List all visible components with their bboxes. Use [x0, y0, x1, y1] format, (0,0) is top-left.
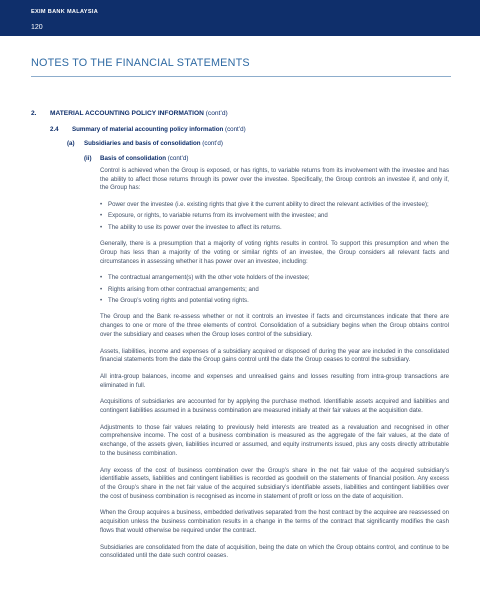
paragraph: The Group and the Bank re-assess whether or not it controls an investee if facts and circumstances indicate that there are changes to one or more of the three elements of control. Consolidation of a subsidiary begins when the Group obtains control over the subsidiary and ceases when the Group loses control of the subsidiary.: [100, 313, 449, 338]
paragraph: Any excess of the cost of business combination over the Group’s share in the net fair value of the acquired subsidiary’s identifiable assets, liabilities and contingent liabilities is recorded as goodwill on the statements of financial position. Any excess of the Group’s share in the net fair value of the acquired subsidiary’s identifiable assets, liabilities and contingent liabilities over the cost of business combination is recognised as income in statement of profit or loss on the date of acquisition.: [100, 466, 449, 500]
subsection-heading: [50, 126, 246, 133]
item-heading: [84, 155, 188, 162]
subsubsection-cont: (cont’d): [202, 140, 223, 147]
section-heading: [31, 110, 228, 117]
bullet-list: [100, 201, 449, 232]
body-text: [100, 167, 449, 569]
brand-name: EXIM BANK MALAYSIA: [31, 9, 99, 15]
subsubsection-title: Subsidiaries and basis of consolidation: [84, 140, 201, 147]
subsection-cont: (cont’d): [225, 126, 246, 133]
header-bar: [0, 0, 480, 36]
bullet-item: • Power over the investee (i.e. existing rights that give it the current ability to direct the relevant activities of the investee);: [100, 201, 449, 210]
item-number: (ii): [84, 155, 92, 162]
item-cont: (cont’d): [167, 155, 189, 162]
page-number: 120: [31, 24, 43, 31]
paragraph: Assets, liabilities, income and expenses of a subsidiary acquired or disposed of during the year are included in the consolidated financial statements from the date the Group gains control until the date the Group ceases to control the subsidiary.: [100, 347, 449, 364]
title-divider: [31, 76, 451, 77]
subsubsection-heading: [67, 140, 223, 147]
section-number: 2.: [31, 110, 37, 117]
paragraph: Generally, there is a presumption that a majority of voting rights results in control. To support this presumption and when the Group has less than a majority of the voting or similar rights of an investee, the Group considers all relevant facts and circumstances in assessing whether it has power over an investee, including:: [100, 240, 449, 265]
page-title: NOTES TO THE FINANCIAL STATEMENTS: [31, 57, 250, 69]
section-title: MATERIAL ACCOUNTING POLICY INFORMATION: [50, 110, 204, 117]
bullet-item: • The Group’s voting rights and potential voting rights.: [100, 297, 449, 306]
bullet-item: • Exposure, or rights, to variable returns from its involvement with the investee; and: [100, 212, 449, 221]
bullet-item: • The ability to use its power over the investee to affect its returns.: [100, 224, 449, 233]
paragraph: Control is achieved when the Group is exposed, or has rights, to variable returns from its involvement with the investee and has the ability to affect those returns through its power over the investee. Specifically, the Group controls an investee if, and only if, the Group has:: [100, 167, 449, 192]
paragraph: Acquisitions of subsidiaries are accounted for by applying the purchase method. Identifiable assets acquired and liabilities and contingent liabilities assumed in a business combination are measured initially at their fair values at the acquisition date.: [100, 398, 449, 415]
subsubsection-number: (a): [67, 140, 75, 147]
paragraph: When the Group acquires a business, embedded derivatives separated from the host contract by the acquiree are reassessed on acquisition unless the business combination results in a change in the terms of the contract that significantly modifies the cash flows that would otherwise be required under the contract.: [100, 509, 449, 534]
bullet-item: • The contractual arrangement(s) with the other vote holders of the investee;: [100, 274, 449, 283]
paragraph: Adjustments to those fair values relating to previously held interests are treated as a revaluation and recognised in other comprehensive income. The cost of a business combination is measured as the aggregate of the fair values, at the date of exchange, of the assets given, liabilities incurred or assumed, and equity instruments issued, plus any costs directly attributable to the business combination.: [100, 423, 449, 457]
bullet-list: [100, 274, 449, 305]
paragraph: All intra-group balances, income and expenses and unrealised gains and losses resulting from intra-group transactions are eliminated in full.: [100, 372, 449, 389]
subsection-number: 2.4: [50, 126, 59, 133]
bullet-item: • Rights arising from other contractual arrangements; and: [100, 286, 449, 295]
subsection-title: Summary of material accounting policy information: [72, 126, 224, 133]
section-cont: (cont’d): [205, 110, 228, 117]
item-title: Basis of consolidation: [100, 155, 167, 162]
paragraph: Subsidiaries are consolidated from the date of acquisition, being the date on which the Group obtains control, and continue to be consolidated until the date such control ceases.: [100, 543, 449, 560]
